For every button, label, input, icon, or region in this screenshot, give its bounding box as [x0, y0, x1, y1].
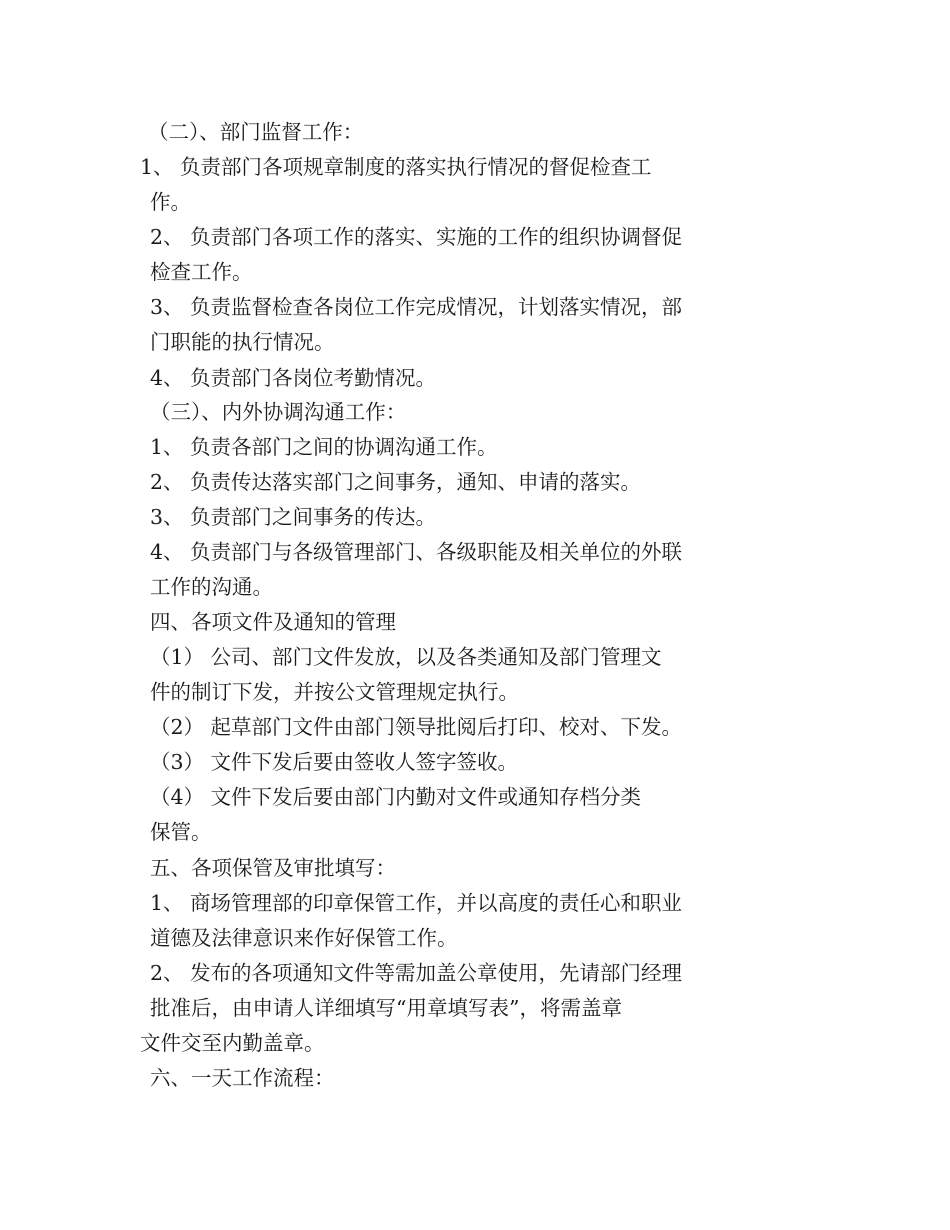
section-heading-workflow: 六、一天工作流程： [150, 1066, 335, 1090]
list-item: 4、 负责部门与各级管理部门、各级职能及相关单位的外联 [150, 540, 683, 564]
list-item: 2、 发布的各项通知文件等需加盖公章使用，先请部门经理 [150, 961, 683, 985]
list-item-continuation: 批准后，由申请人详细填写“用章填写表”，将需盖章 [150, 996, 622, 1020]
list-item: 1、 负责部门各项规章制度的落实执行情况的督促检查工 [140, 155, 652, 179]
list-item-continuation: 道德及法律意识来作好保管工作。 [150, 926, 458, 950]
list-item: 2、 负责传达落实部门之间事务，通知、申请的落实。 [150, 470, 642, 494]
list-item-continuation: 工作的沟通。 [150, 575, 273, 599]
list-item: （4） 文件下发后要由部门内勤对文件或通知存档分类 [150, 785, 642, 809]
section-heading-coordination: （三）、内外协调沟通工作： [150, 400, 407, 424]
list-item-continuation: 文件交至内勤盖章。 [140, 1031, 325, 1055]
list-item: （2） 起草部门文件由部门领导批阅后打印、校对、下发。 [150, 715, 683, 739]
list-item-continuation: 保管。 [150, 820, 212, 844]
list-item: （3） 文件下发后要由签收人签字签收。 [150, 750, 519, 774]
section-heading-custody: 五、各项保管及审批填写： [150, 856, 396, 880]
list-item: 1、 负责各部门之间的协调沟通工作。 [150, 435, 498, 459]
list-item-continuation: 件的制订下发，并按公文管理规定执行。 [150, 680, 519, 704]
list-item: 3、 负责监督检查各岗位工作完成情况，计划落实情况，部 [150, 295, 683, 319]
list-item: 4、 负责部门各岗位考勤情况。 [150, 366, 437, 390]
section-heading-documents: 四、各项文件及通知的管理 [150, 610, 396, 634]
list-item: 2、 负责部门各项工作的落实、实施的工作的组织协调督促 [150, 225, 683, 249]
list-item: 3、 负责部门之间事务的传达。 [150, 505, 437, 529]
section-heading-supervision: （二）、部门监督工作： [148, 120, 364, 144]
list-item-continuation: 门职能的执行情况。 [150, 330, 335, 354]
list-item-continuation: 检查工作。 [150, 260, 253, 284]
list-item: 1、 商场管理部的印章保管工作，并以高度的责任心和职业 [150, 891, 683, 915]
list-item: （1） 公司、部门文件发放，以及各类通知及部门管理文 [150, 645, 662, 669]
list-item-continuation: 作。 [150, 190, 191, 214]
